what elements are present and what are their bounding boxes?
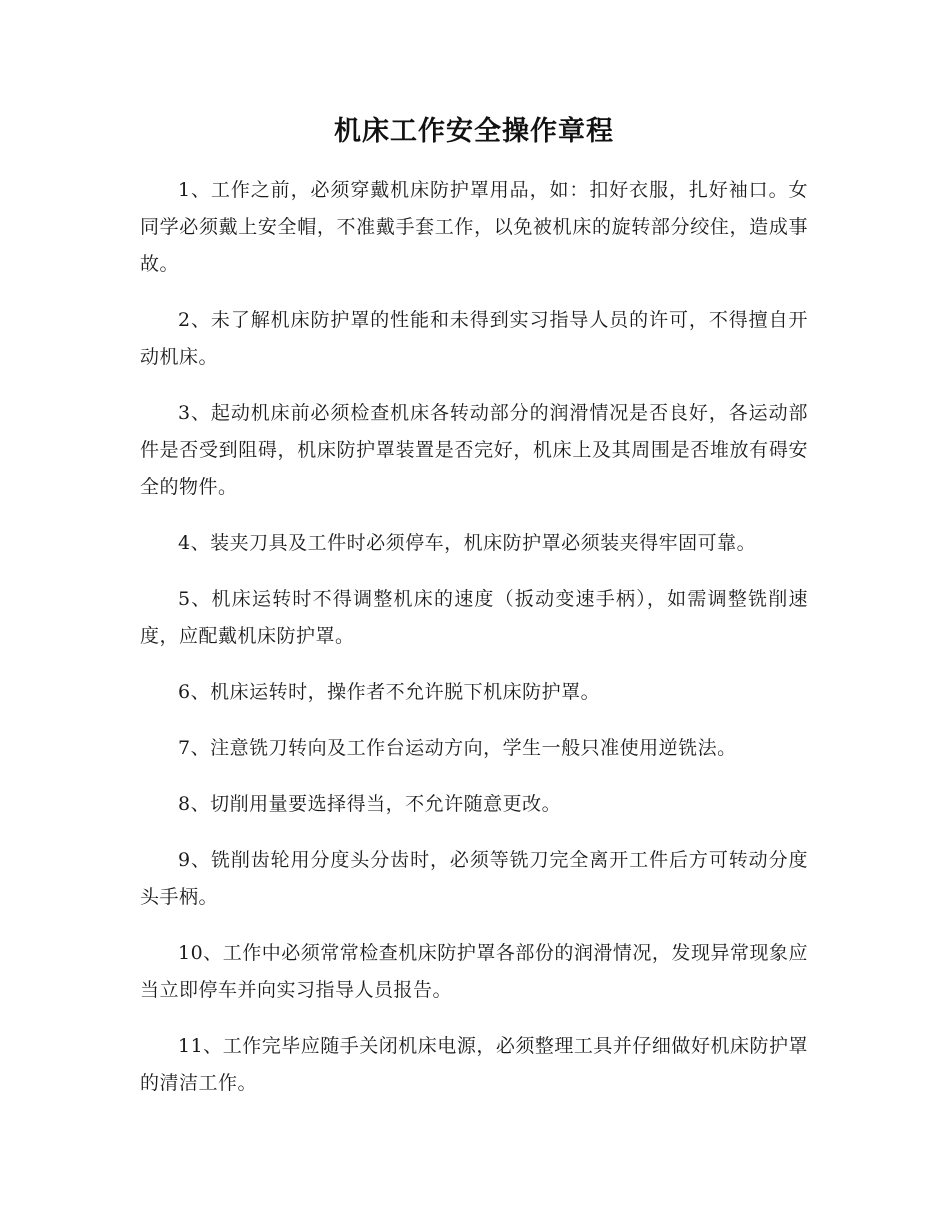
clause-8: 8、切削用量要选择得当，不允许随意更改。 [178, 793, 562, 815]
clause-11: 11、工作完毕应随手关闭机床电源，必须整理工具并仔细做好机床防护罩的清洁工作。 [140, 1035, 808, 1094]
clause-1: 1、工作之前，必须穿戴机床防护罩用品，如：扣好衣服，扎好袖口。女同学必须戴上安全帽，不准戴手套工作，以免被机床的旋转部分绞住，造成事故。 [140, 179, 808, 275]
clause-7: 7、注意铣刀转向及工作台运动方向，学生一般只准使用逆铣法。 [178, 737, 737, 759]
document-title: 机床工作安全操作章程 [334, 116, 614, 147]
clause-list [140, 172, 808, 1102]
clause-10: 10、工作中必须常常检查机床防护罩各部份的润滑情况，发现异常现象应当立即停车并向实习指导人员报告。 [140, 942, 808, 1001]
document-page [140, 112, 808, 1121]
clause-6: 6、机床运转时，操作者不允许脱下机床防护罩。 [178, 681, 601, 703]
clause-2: 2、未了解机床防护罩的性能和未得到实习指导人员的许可，不得擅自开动机床。 [140, 309, 808, 368]
clause-5: 5、机床运转时不得调整机床的速度（扳动变速手柄），如需调整铣削速度，应配戴机床防护罩。 [140, 588, 808, 647]
clause-4: 4、装夹刀具及工件时必须停车，机床防护罩必须装夹得牢固可靠。 [178, 532, 757, 554]
clause-9: 9、铣削齿轮用分度头分齿时，必须等铣刀完全离开工件后方可转动分度头手柄。 [140, 849, 808, 908]
clause-3: 3、起动机床前必须检查机床各转动部分的润滑情况是否良好，各运动部件是否受到阻碍，机床防护罩装置是否完好，机床上及其周围是否堆放有碍安全的物件。 [140, 402, 808, 498]
